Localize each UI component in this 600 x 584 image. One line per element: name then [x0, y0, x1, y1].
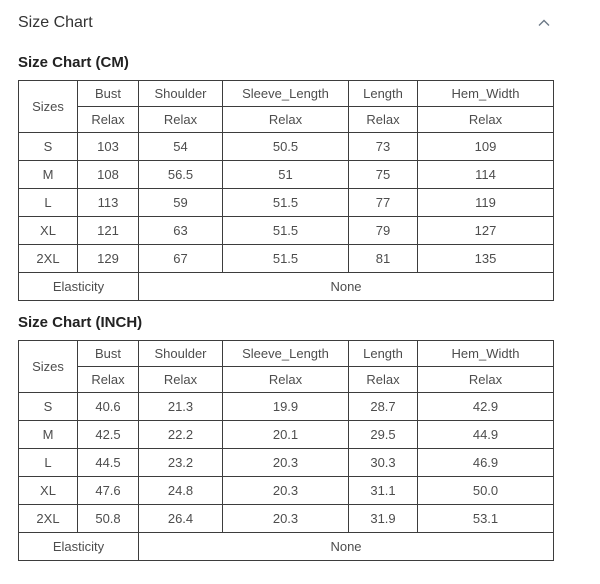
measurement-cell: 19.9 [223, 393, 349, 421]
column-header-row [19, 81, 554, 107]
measurement-cell: 113 [78, 189, 139, 217]
measurement-cell: 42.9 [418, 393, 554, 421]
measurement-cell: 20.3 [223, 505, 349, 533]
measurement-cell: 50.8 [78, 505, 139, 533]
column-header-cell: Length [349, 341, 418, 367]
measurement-cell: 56.5 [139, 161, 223, 189]
size-row-m [19, 421, 554, 449]
column-header-cell: Bust [78, 81, 139, 107]
size-row-s [19, 393, 554, 421]
sub-header-cell: Relax [78, 367, 139, 393]
size-row-2xl [19, 505, 554, 533]
elasticity-row [19, 273, 554, 301]
sub-header-cell: Relax [223, 107, 349, 133]
measurement-cell: 103 [78, 133, 139, 161]
column-header-cell: Bust [78, 341, 139, 367]
size-row-xl [19, 217, 554, 245]
measurement-cell: 51.5 [223, 217, 349, 245]
measurement-cell: 28.7 [349, 393, 418, 421]
measurement-cell: 24.8 [139, 477, 223, 505]
measurement-cell: 29.5 [349, 421, 418, 449]
measurement-cell: 129 [78, 245, 139, 273]
measurement-cell: 26.4 [139, 505, 223, 533]
size-label-cell: XL [19, 217, 78, 245]
size-table-inch [18, 340, 554, 561]
measurement-cell: 50.0 [418, 477, 554, 505]
measurement-cell: 42.5 [78, 421, 139, 449]
sub-header-cell: Relax [78, 107, 139, 133]
size-row-xl [19, 477, 554, 505]
measurement-cell: 109 [418, 133, 554, 161]
measurement-cell: 114 [418, 161, 554, 189]
size-row-m [19, 161, 554, 189]
size-row-l [19, 189, 554, 217]
size-label-cell: S [19, 393, 78, 421]
measurement-cell: 77 [349, 189, 418, 217]
measurement-cell: 50.5 [223, 133, 349, 161]
measurement-cell: 53.1 [418, 505, 554, 533]
cm-table-heading: Size Chart (CM) [18, 54, 129, 71]
measurement-cell: 20.3 [223, 477, 349, 505]
sub-header-cell: Relax [139, 107, 223, 133]
elasticity-label-cell: Elasticity [19, 533, 139, 561]
measurement-cell: 46.9 [418, 449, 554, 477]
measurement-cell: 63 [139, 217, 223, 245]
inch-table-heading: Size Chart (INCH) [18, 314, 143, 331]
size-label-cell: 2XL [19, 245, 78, 273]
measurement-cell: 79 [349, 217, 418, 245]
column-header-cell: Shoulder [139, 341, 223, 367]
measurement-cell: 30.3 [349, 449, 418, 477]
size-row-s [19, 133, 554, 161]
chevron-up-icon[interactable] [536, 15, 552, 31]
measurement-cell: 23.2 [139, 449, 223, 477]
measurement-cell: 40.6 [78, 393, 139, 421]
column-header-cell: Sleeve_Length [223, 341, 349, 367]
size-row-l [19, 449, 554, 477]
measurement-cell: 21.3 [139, 393, 223, 421]
size-row-2xl [19, 245, 554, 273]
measurement-cell: 44.9 [418, 421, 554, 449]
sub-header-cell: Relax [418, 107, 554, 133]
size-label-cell: M [19, 161, 78, 189]
sub-header-cell: Relax [418, 367, 554, 393]
panel-title: Size Chart [18, 14, 93, 31]
elasticity-row [19, 533, 554, 561]
column-header-row [19, 341, 554, 367]
measurement-cell: 47.6 [78, 477, 139, 505]
measurement-cell: 73 [349, 133, 418, 161]
measurement-cell: 81 [349, 245, 418, 273]
measurement-cell: 127 [418, 217, 554, 245]
sub-header-cell: Relax [223, 367, 349, 393]
elasticity-value-cell: None [139, 533, 554, 561]
sub-header-cell: Relax [349, 367, 418, 393]
column-header-cell: Sleeve_Length [223, 81, 349, 107]
measurement-cell: 119 [418, 189, 554, 217]
size-label-cell: M [19, 421, 78, 449]
measurement-cell: 31.1 [349, 477, 418, 505]
size-label-cell: L [19, 189, 78, 217]
size-label-cell: XL [19, 477, 78, 505]
measurement-cell: 67 [139, 245, 223, 273]
size-label-cell: L [19, 449, 78, 477]
measurement-cell: 121 [78, 217, 139, 245]
size-chart-section-toggle[interactable] [18, 14, 582, 32]
sizes-header-cell: Sizes [19, 81, 78, 133]
sizes-header-cell: Sizes [19, 341, 78, 393]
size-table-cm [18, 80, 554, 301]
measurement-cell: 135 [418, 245, 554, 273]
sub-header-cell: Relax [139, 367, 223, 393]
measurement-cell: 51.5 [223, 245, 349, 273]
measurement-cell: 20.3 [223, 449, 349, 477]
measurement-cell: 54 [139, 133, 223, 161]
measurement-cell: 59 [139, 189, 223, 217]
size-label-cell: S [19, 133, 78, 161]
measurement-cell: 20.1 [223, 421, 349, 449]
column-header-cell: Length [349, 81, 418, 107]
measurement-cell: 44.5 [78, 449, 139, 477]
measurement-cell: 108 [78, 161, 139, 189]
elasticity-label-cell: Elasticity [19, 273, 139, 301]
measurement-cell: 51 [223, 161, 349, 189]
size-label-cell: 2XL [19, 505, 78, 533]
sub-header-row [19, 367, 554, 393]
measurement-cell: 22.2 [139, 421, 223, 449]
column-header-cell: Hem_Width [418, 81, 554, 107]
column-header-cell: Hem_Width [418, 341, 554, 367]
measurement-cell: 31.9 [349, 505, 418, 533]
elasticity-value-cell: None [139, 273, 554, 301]
measurement-cell: 75 [349, 161, 418, 189]
sub-header-row [19, 107, 554, 133]
column-header-cell: Shoulder [139, 81, 223, 107]
sub-header-cell: Relax [349, 107, 418, 133]
measurement-cell: 51.5 [223, 189, 349, 217]
